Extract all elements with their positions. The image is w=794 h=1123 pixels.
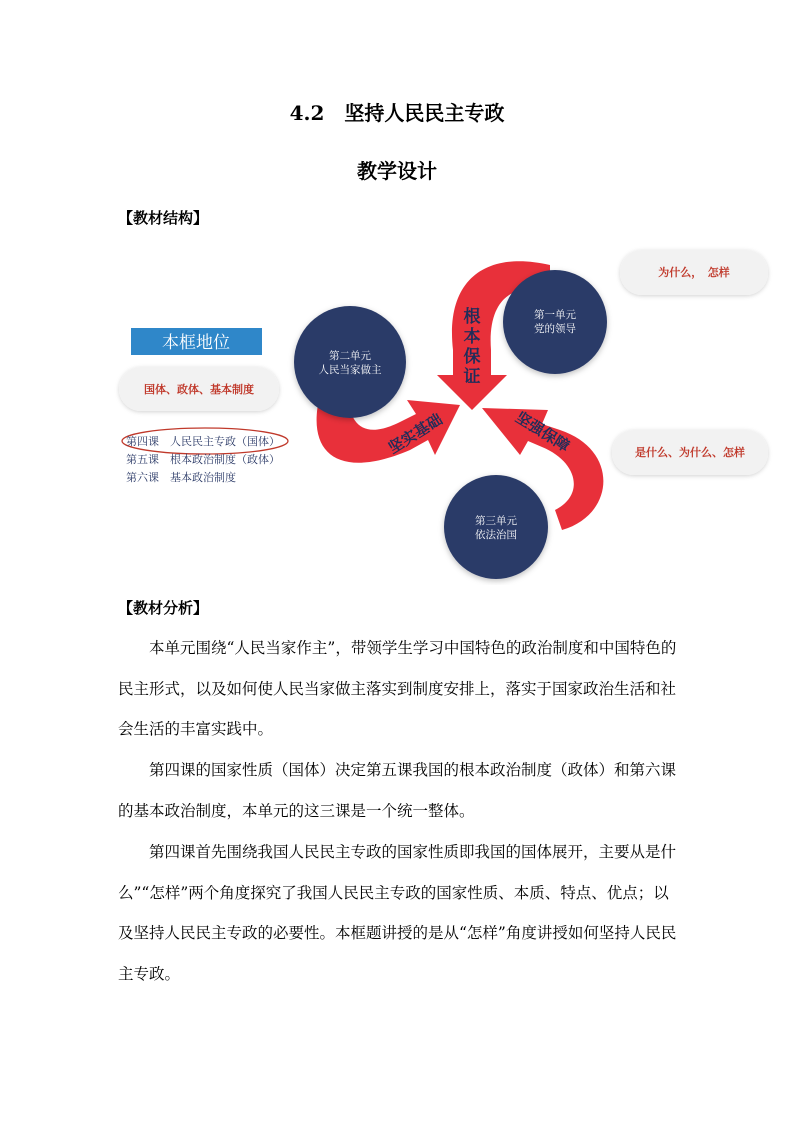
lesson-4: 第四课 人民民主专政（国体） xyxy=(126,435,280,448)
callout-right-text: 是什么、为什么、怎样 xyxy=(635,446,745,459)
unit3-line2: 依法治国 xyxy=(475,529,517,541)
section-heading-analysis: 【教材分析】 xyxy=(118,599,209,617)
unit1-circle xyxy=(503,270,607,374)
keywords-text: 国体、政体、基本制度 xyxy=(144,383,254,396)
paragraph-2: 第四课的国家性质（国体）决定第五课我国的根本政治制度（政体）和第六课的基本政治制度，本单元的这三课是一个统一整体。 xyxy=(118,761,677,820)
paragraph-3: 第四课首先围绕我国人民民主专政的国家性质即我国的国体展开，主要从是什么”“怎样”两个角度探究了我国人民民主专政的国家性质、本质、特点、优点；以及坚持人民民主专政的必要性。本框题讲授的是从“怎样”角度讲授如何坚持人民民主专政。 xyxy=(118,843,677,983)
lesson-5: 第五课 根本政治制度（政体） xyxy=(126,453,280,466)
doc-subtitle: 教学设计 xyxy=(357,159,437,183)
arrow-top-char-4: 证 xyxy=(463,367,481,387)
unit3-line1: 第三单元 xyxy=(475,515,517,527)
unit2-circle xyxy=(294,306,406,418)
doc-title: 4.2 坚持人民民主专政 xyxy=(289,101,505,125)
arrow-top-char-2: 本 xyxy=(463,327,481,347)
arrow-top-char-1: 根 xyxy=(463,307,481,327)
arrow-right-label: 坚强保障 xyxy=(512,408,573,456)
lesson-6: 第六课 基本政治制度 xyxy=(126,471,236,484)
arrow-left-label: 坚实基础 xyxy=(385,410,446,458)
unit1-line1: 第一单元 xyxy=(534,309,576,321)
arrow-top-char-3: 保 xyxy=(463,347,481,367)
position-label: 本框地位 xyxy=(162,333,230,353)
unit2-line2: 人民当家做主 xyxy=(318,364,382,376)
callout-top-text: 为什么， 怎样 xyxy=(658,266,730,279)
unit1-line2: 党的领导 xyxy=(534,323,576,335)
unit2-line1: 第二单元 xyxy=(329,350,371,362)
unit3-circle xyxy=(444,475,548,579)
textbook-structure-diagram xyxy=(110,240,780,585)
section-heading-structure: 【教材结构】 xyxy=(118,209,209,227)
paragraph-1: 本单元围绕“人民当家作主”，带领学生学习中国特色的政治制度和中国特色的民主形式，以及如何使人民当家做主落实到制度安排上，落实于国家政治生活和社会生活的丰富实践中。 xyxy=(118,639,677,738)
